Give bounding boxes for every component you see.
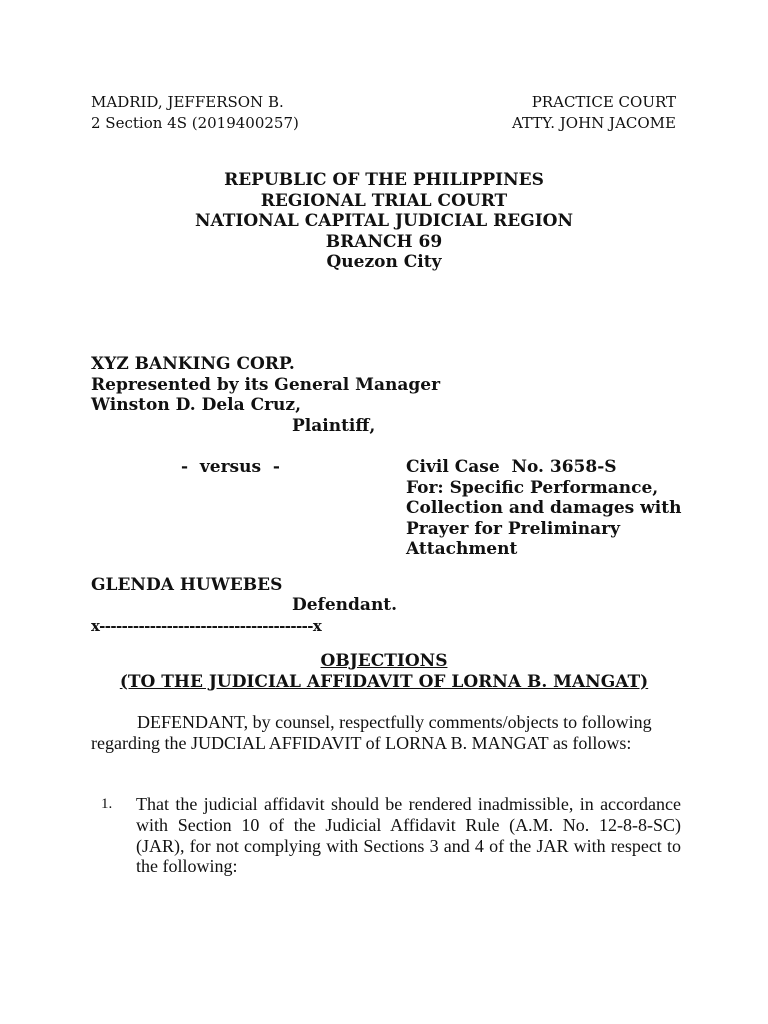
title-subline: (TO THE JUDICIAL AFFIDAVIT OF LORNA B. MANGAT) [119,671,649,692]
case-info [406,457,681,560]
course-info [512,92,676,134]
plaintiff-block [91,354,440,416]
defendant-label: Defendant. [292,595,398,615]
case-number: Civil Case No. 3658-S [406,457,617,477]
list-item-text: That the judicial affidavit should be rendered inadmissible, in accordance with Section 10 of the Judicial Affidavit Rule (A.M. No. 12-8-8-SC) (JAR), for not complying with Sections 3 and 4 of the JAR with respect to the following: [136,794,681,877]
case-line: Collection and damages with [406,498,682,518]
court-heading [0,170,768,273]
plaintiff-line: XYZ BANKING CORP. [91,354,295,374]
intro-paragraph: DEFENDANT, by counsel, respectfully comments/objects to following regarding the JUDCIAL AFFIDAVIT of LORNA B. MANGAT as follows: [91,712,652,753]
court-line: REPUBLIC OF THE PHILIPPINES [224,170,544,190]
case-line: Prayer for Preliminary [406,518,620,539]
title-line: OBJECTIONS [320,651,448,671]
case-line: Attachment [406,539,518,559]
list-item-number: 1. [101,796,113,812]
plaintiff-label: Plaintiff, [292,416,376,436]
document-title [0,651,768,692]
caption-separator: x--------------------------------------x [91,617,322,635]
plaintiff-line: Represented by its General Manager [91,374,441,395]
author-info [91,92,299,134]
author-section: 2 Section 4S (2019400257) [91,114,299,132]
course-name: PRACTICE COURT [531,93,676,111]
versus-label: - versus - [181,457,280,477]
court-line: Quezon City [326,252,442,273]
plaintiff-line: Winston D. Dela Cruz, [91,395,301,415]
list-item [91,794,681,877]
case-line: For: Specific Performance, [406,477,659,498]
instructor-name: ATTY. JOHN JACOME [511,114,676,132]
court-line: BRANCH 69 [325,231,443,252]
court-line: NATIONAL CAPITAL JUDICIAL REGION [194,211,574,232]
defendant-name: GLENDA HUWEBES [91,575,283,595]
court-line: REGIONAL TRIAL COURT [260,190,508,211]
author-name: MADRID, JEFFERSON B. [91,93,284,111]
